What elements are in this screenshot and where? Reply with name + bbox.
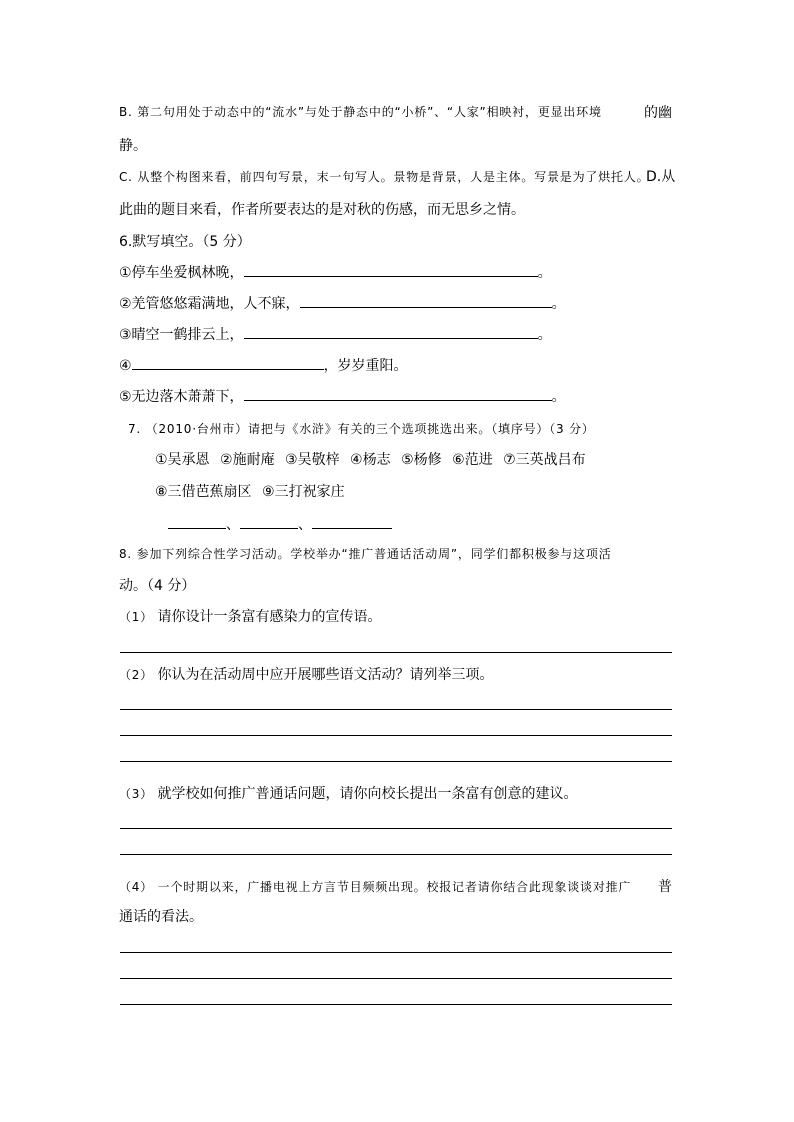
q6-item-1 bbox=[119, 262, 552, 282]
q8-sub-2-answer-line-3[interactable] bbox=[120, 761, 672, 762]
q7-option-6: ⑥范进 bbox=[452, 452, 493, 468]
q7-sep-1: 、 bbox=[226, 517, 240, 533]
q8-sub-3-num: （3） bbox=[119, 787, 154, 801]
q7-blank-2[interactable] bbox=[240, 516, 298, 529]
q8-sub-1-answer-line-1[interactable] bbox=[120, 652, 672, 653]
q6-item-3 bbox=[119, 324, 552, 344]
q6-item-5 bbox=[119, 386, 566, 406]
q7-option-4: ④杨志 bbox=[350, 452, 391, 468]
q8-sub-1-num: （1） bbox=[119, 610, 154, 624]
option-b-text: B. 第二句用处于动态中的“流水”与处于静态中的“小桥”、“人家”相映衬，更显出环境 bbox=[119, 105, 602, 119]
q8-sub-2-text: 你认为在活动周中应开展哪些语文活动？请列举三项。 bbox=[157, 667, 494, 683]
q6-item-5-prefix: ⑤无边落木萧萧下， bbox=[119, 389, 244, 405]
q8-sub-3-text: 就学校如何推广普通话问题，请你向校长提出一条富有创意的建议。 bbox=[157, 786, 578, 802]
q8-sub-3-answer-line-1[interactable] bbox=[120, 828, 672, 829]
q8-title-line1: 8. 参加下列综合性学习活动。学校举办“推广普通话活动周”，同学们都积极参与这项活 bbox=[119, 547, 612, 561]
option-b-line1 bbox=[119, 103, 602, 120]
q7-option-1: ①吴承恩 bbox=[155, 452, 210, 468]
q6-item-4-prefix: ④ bbox=[119, 358, 132, 374]
q7-answer-blanks bbox=[168, 514, 392, 534]
q6-item-4-blank[interactable] bbox=[132, 357, 324, 370]
option-d-label: D.从 bbox=[646, 169, 676, 185]
q7-sep-2: 、 bbox=[298, 517, 312, 533]
q8-sub-4-answer-line-2[interactable] bbox=[120, 978, 672, 979]
q6-item-1-prefix: ①停车坐爱枫林晚， bbox=[119, 265, 244, 281]
q8-sub-3-answer-line-2[interactable] bbox=[120, 854, 672, 855]
q8-sub-4-line1: （4） 一个时期以来，广播电视上方言节目频频出现。校报记者请你结合此现象谈谈对推广 bbox=[119, 880, 632, 894]
option-b-line1-tail: 的幽 bbox=[644, 105, 672, 121]
q7-options-row-1 bbox=[155, 449, 592, 469]
q8-sub-2 bbox=[119, 664, 494, 684]
q6-title: 6.默写填空。（5 分） bbox=[119, 234, 251, 250]
q8-sub-4-line2: 通话的看法。 bbox=[119, 909, 203, 925]
q7-options-row-2 bbox=[155, 481, 351, 501]
q6-item-1-blank[interactable] bbox=[244, 264, 538, 277]
q6-item-3-suffix: 。 bbox=[537, 327, 552, 343]
q6-item-3-blank[interactable] bbox=[244, 326, 538, 339]
q6-item-3-prefix: ③晴空一鹤排云上， bbox=[119, 327, 244, 343]
q8-sub-3 bbox=[119, 783, 578, 803]
q7-title: 7. （2010·台州市）请把与《水浒》有关的三个选项挑选出来。（填序号）（3 分） bbox=[128, 422, 595, 436]
q7-option-5: ⑤杨修 bbox=[401, 452, 442, 468]
q8-sub-1-text: 请你设计一条富有感染力的宣传语。 bbox=[157, 609, 382, 625]
q8-sub-4-answer-line-3[interactable] bbox=[120, 1004, 672, 1005]
option-c-line: C. 从整个构图来看，前四句写景，末一句写人。景物是背景，人是主体。写景是为了烘托人。 bbox=[119, 170, 650, 184]
q6-item-5-suffix: 。 bbox=[551, 389, 566, 405]
q8-sub-2-answer-line-2[interactable] bbox=[120, 735, 672, 736]
q6-item-2 bbox=[119, 293, 566, 313]
q6-item-4 bbox=[119, 355, 408, 375]
q6-item-2-blank[interactable] bbox=[300, 295, 552, 308]
option-b-line2: 静。 bbox=[119, 138, 147, 154]
q6-item-2-suffix: 。 bbox=[551, 296, 566, 312]
q7-blank-1[interactable] bbox=[168, 516, 226, 529]
q7-option-2: ②施耐庵 bbox=[220, 452, 275, 468]
q6-item-1-suffix: 。 bbox=[537, 265, 552, 281]
q7-blank-3[interactable] bbox=[312, 516, 392, 529]
q6-item-5-blank[interactable] bbox=[244, 388, 552, 401]
q7-option-8: ⑧三借芭蕉扇区 bbox=[155, 484, 252, 500]
q8-sub-1 bbox=[119, 606, 382, 626]
q8-title-line2: 动。（4 分） bbox=[119, 578, 196, 594]
q8-sub-2-num: （2） bbox=[119, 668, 154, 682]
option-d-line2: 此曲的题目来看，作者所要表达的是对秋的伤感，而无思乡之情。 bbox=[119, 202, 525, 218]
q6-item-4-suffix: ，岁岁重阳。 bbox=[323, 358, 408, 374]
q8-sub-4-line1-tail: 普 bbox=[658, 879, 672, 895]
q6-item-2-prefix: ②羌管悠悠霜满地，人不寐， bbox=[119, 296, 300, 312]
q7-option-3: ③吴敬梓 bbox=[285, 452, 340, 468]
q7-option-9: ⑨三打祝家庄 bbox=[262, 484, 345, 500]
q8-sub-2-answer-line-1[interactable] bbox=[120, 709, 672, 710]
q8-sub-4-answer-line-1[interactable] bbox=[120, 952, 672, 953]
q7-option-7: ⑦三英战吕布 bbox=[503, 452, 586, 468]
